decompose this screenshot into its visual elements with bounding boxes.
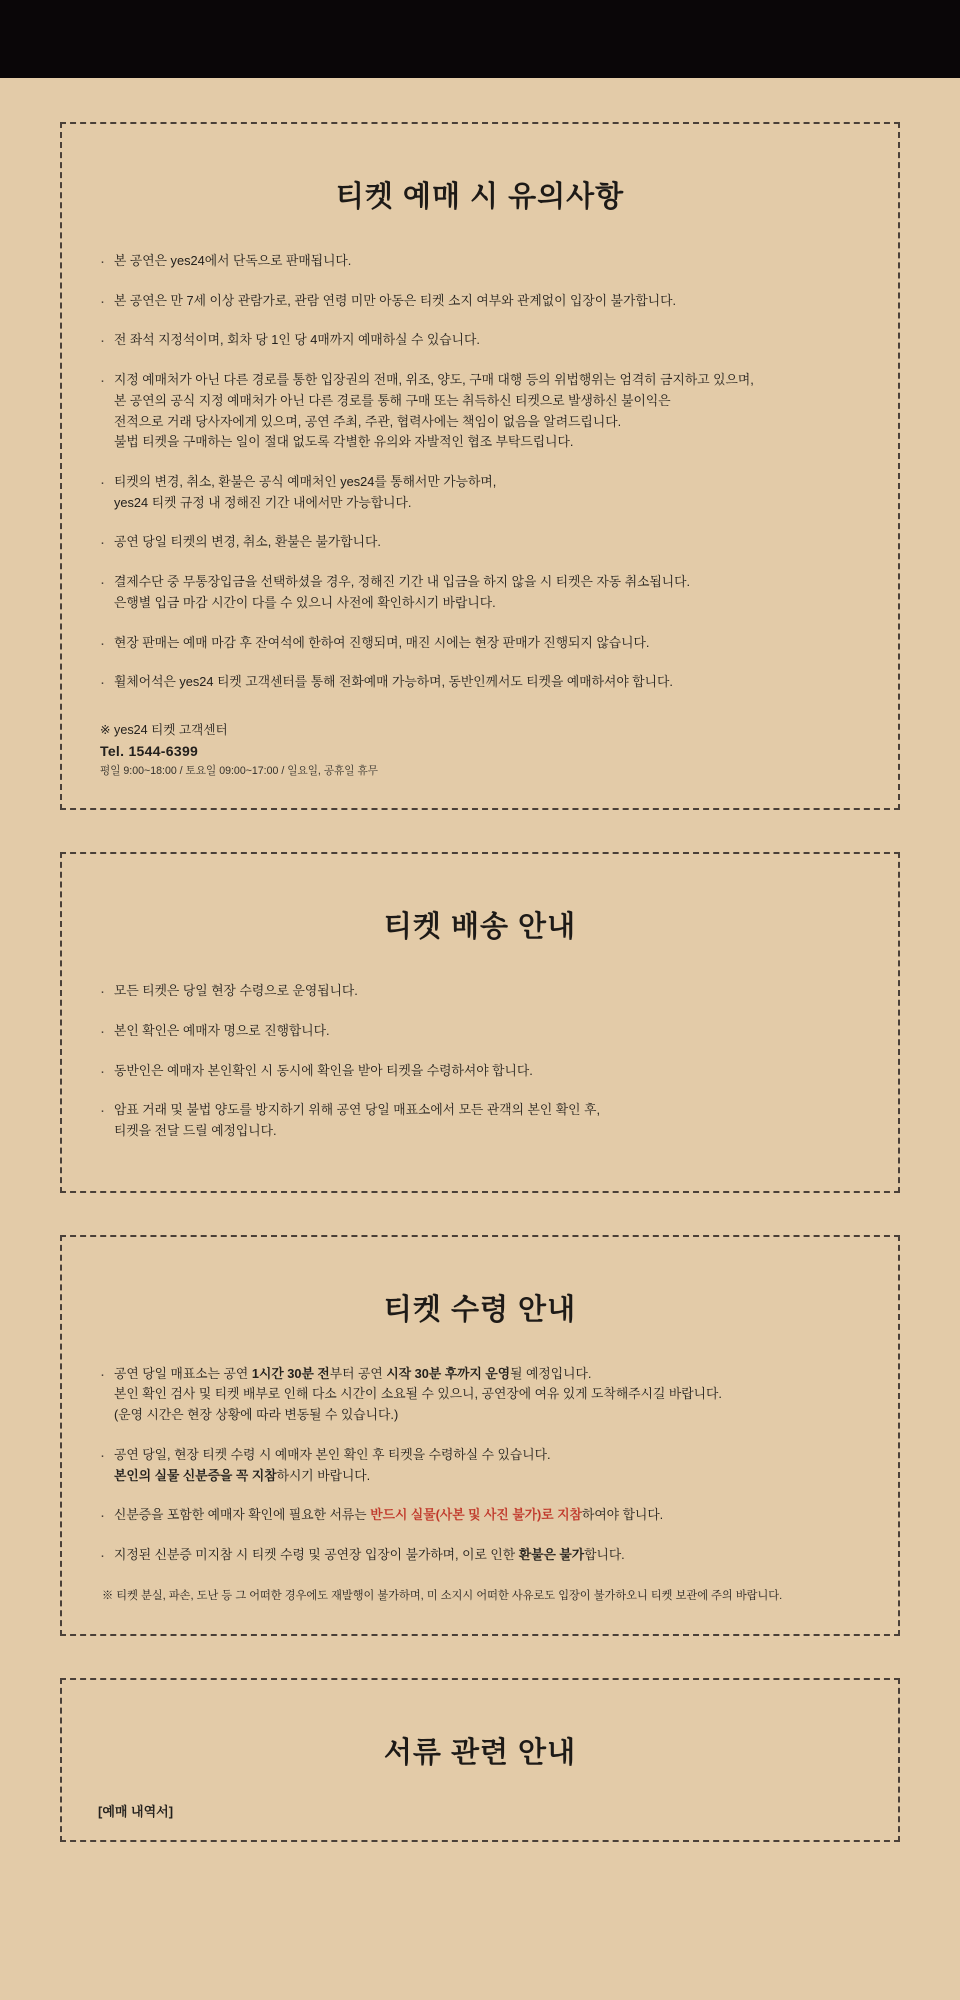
list-item: · 모든 티켓은 당일 현장 수령으로 운영됩니다. (98, 981, 862, 1002)
list-item: · 전 좌석 지정석이며, 회차 당 1인 당 4매까지 예매하실 수 있습니다. (98, 330, 862, 351)
list-item: · 결제수단 중 무통장입금을 선택하셨을 경우, 정해진 기간 내 입금을 하지 않을 시 티켓은 자동 취소됩니다. 은행별 입금 마감 시간이 다를 수 있으니 사전에 확인하시기 바랍니다. (98, 572, 862, 613)
list-item: · 암표 거래 및 불법 양도를 방지하기 위해 공연 당일 매표소에서 모든 관객의 본인 확인 후, 티켓을 전달 드릴 예정입니다. (98, 1100, 862, 1141)
list-item: · 동반인은 예매자 본인확인 시 동시에 확인을 받아 티켓을 수령하셔야 합니다. (98, 1061, 862, 1082)
section-ticket-delivery (60, 852, 900, 1193)
delivery-notes-list (98, 981, 862, 1142)
section-title-delivery: 티켓 배송 안내 (383, 911, 577, 944)
pickup-footnote: ※ 티켓 분실, 파손, 도난 등 그 어떠한 경우에도 재발행이 불가하며, 미 소지시 어떠한 사유로도 입장이 불가하오니 티켓 보관에 주의 바랍니다. (102, 1589, 783, 1602)
documents-subhead: [예매 내역서] (98, 1804, 174, 1820)
list-item: · 본인 확인은 예매자 명으로 진행합니다. (98, 1021, 862, 1042)
list-item: · 공연 당일, 현장 티켓 수령 시 예매자 본인 확인 후 티켓을 수령하실 수 있습니다. 본인의 실물 신분증을 꼭 지참하시기 바랍니다. (98, 1445, 862, 1486)
list-item: · 지정된 신분증 미지참 시 티켓 수령 및 공연장 입장이 불가하며, 이로 인한 환불은 불가합니다. (98, 1545, 862, 1566)
list-item: · 휠체어석은 yes24 티켓 고객센터를 통해 전화예매 가능하며, 동반인께서도 티켓을 예매하셔야 합니다. (98, 672, 862, 693)
pickup-notes-list (98, 1364, 862, 1566)
section-title-documents: 서류 관련 안내 (383, 1737, 577, 1770)
section-ticket-pickup (60, 1235, 900, 1637)
list-item: · 본 공연은 만 7세 이상 관람가로, 관람 연령 미만 아동은 티켓 소지 여부와 관계없이 입장이 불가합니다. (98, 291, 862, 312)
list-item: · 공연 당일 매표소는 공연 1시간 30분 전부터 공연 시작 30분 후까지 운영될 예정입니다. 본인 확인 검사 및 티켓 배부로 인해 다소 시간이 소요될 수 있으니, 공연장에 여유 있게 도착해주시길 바랍니다. (운영 시간은 현장 상황에 따라 변동될 수 있습니다.) (98, 1364, 862, 1426)
section-title-pickup: 티켓 수령 안내 (383, 1293, 577, 1326)
page-title: 티켓 예매 시 유의사항 (335, 181, 625, 213)
section-ticket-booking-notes (60, 122, 900, 810)
notice-content (0, 78, 960, 1902)
list-item: · 지정 예매처가 아닌 다른 경로를 통한 입장권의 전매, 위조, 양도, 구매 대행 등의 위법행위는 엄격히 금지하고 있으며, 본 공연의 공식 지정 예매처가 아닌 다른 경로를 통해 구매 또는 취득하신 티켓으로 발생하신 불이익은 전적으로 거래 당사자에게 있으며, 공연 주최, 주관, 협력사에는 책임이 없음을 알려드립니다. 불법 티켓을 구매하는 일이 절대 없도록 각별한 유의와 자발적인 협조 부탁드립니다. (98, 370, 862, 453)
customer-center-tel[interactable]: Tel. 1544-6399 (100, 743, 199, 760)
customer-center-hours: 평일 9:00~18:00 / 토요일 09:00~17:00 / 일요일, 공휴일 휴무 (100, 765, 378, 778)
list-item: · 공연 당일 티켓의 변경, 취소, 환불은 불가합니다. (98, 532, 862, 553)
list-item: · 신분증을 포함한 예매자 확인에 필요한 서류는 반드시 실물(사본 및 사진 불가)로 지참하여야 합니다. (98, 1505, 862, 1526)
section-documents (60, 1678, 900, 1842)
booking-notes-list (98, 251, 862, 693)
list-item: · 현장 판매는 예매 마감 후 잔여석에 한하여 진행되며, 매진 시에는 현장 판매가 진행되지 않습니다. (98, 633, 862, 654)
list-item: · 티켓의 변경, 취소, 환불은 공식 예매처인 yes24를 통해서만 가능하며, yes24 티켓 규정 내 정해진 기간 내에서만 가능합니다. (98, 472, 862, 513)
list-item: · 본 공연은 yes24에서 단독으로 판매됩니다. (98, 251, 862, 272)
top-black-bar (0, 0, 960, 78)
customer-center-block (98, 719, 862, 778)
customer-center-label: ※ yes24 티켓 고객센터 (100, 723, 228, 738)
